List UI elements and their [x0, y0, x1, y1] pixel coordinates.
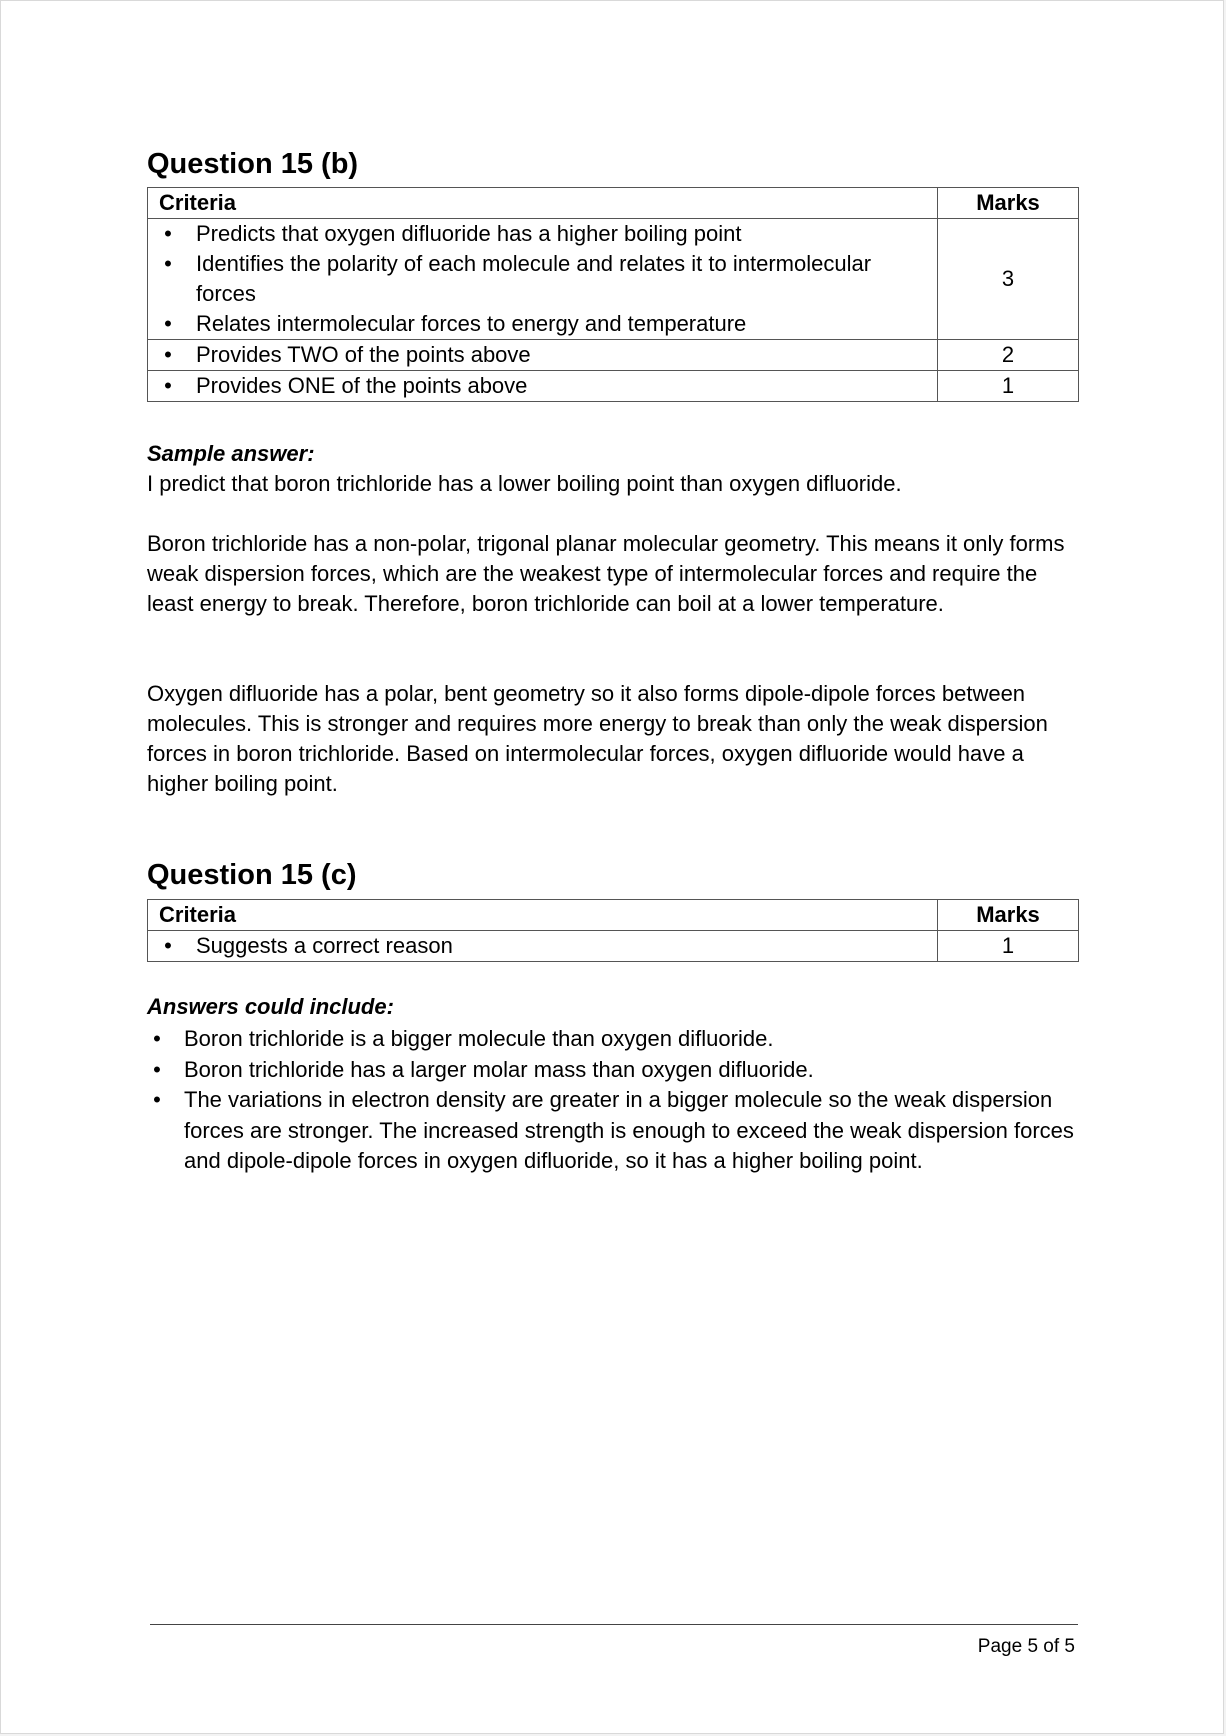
marks-cell: 2	[938, 340, 1079, 371]
bullet-icon: •	[164, 342, 172, 367]
bullet-icon: •	[164, 311, 172, 336]
criteria-item	[148, 219, 937, 249]
criteria-list	[148, 931, 937, 961]
table-row	[148, 340, 1079, 371]
criteria-text: Identifies the polarity of each molecule and relates it to intermolecular forces	[196, 251, 872, 306]
criteria-item	[148, 249, 937, 309]
bullet-icon: •	[164, 221, 172, 246]
criteria-list	[148, 340, 937, 370]
sample-answer-paragraph: I predict that boron trichloride has a lower boiling point than oxygen difluoride.	[147, 471, 902, 496]
marks-header: Marks	[938, 900, 1079, 931]
question-15b-criteria-table	[147, 187, 1079, 402]
table-header-row	[148, 188, 1079, 219]
criteria-list	[148, 371, 937, 401]
question-15c-criteria-table	[147, 899, 1079, 962]
list-item	[147, 1085, 1079, 1177]
sample-answer-paragraph: Boron trichloride has a non-polar, trigonal planar molecular geometry. This means it only forms weak dispersion forces, which are the weakest type of intermolecular forces and require the least energy to break. Therefore, boron trichloride can boil at a lower temperature.	[147, 531, 1065, 616]
bullet-icon: •	[153, 1056, 161, 1082]
marks-header: Marks	[938, 188, 1079, 219]
marks-cell: 3	[938, 219, 1079, 340]
criteria-cell	[148, 340, 938, 371]
criteria-header: Criteria	[148, 900, 938, 931]
answer-text: Boron trichloride has a larger molar mass than oxygen difluoride.	[184, 1056, 814, 1082]
list-item	[147, 1024, 1079, 1055]
criteria-item	[148, 931, 937, 961]
question-15c-title: Question 15 (c)	[147, 859, 357, 891]
answers-label: Answers could include:	[147, 994, 394, 1019]
criteria-cell	[148, 371, 938, 402]
marks-cell: 1	[938, 931, 1079, 962]
table-header-row	[148, 900, 1079, 931]
footer-divider	[150, 1624, 1078, 1625]
criteria-text: Suggests a correct reason	[196, 933, 453, 958]
answer-text: The variations in electron density are greater in a bigger molecule so the weak dispersion forces are stronger. The increased strength is enough to exceed the weak dispersion forces and dipole-dipole forces in oxygen difluoride, so it has a higher boiling point.	[184, 1087, 1074, 1173]
table-row	[148, 371, 1079, 402]
bullet-icon: •	[153, 1026, 161, 1051]
bullet-icon: •	[164, 251, 172, 276]
table-row	[148, 219, 1079, 340]
bullet-icon: •	[164, 373, 172, 398]
criteria-text: Provides ONE of the points above	[196, 373, 528, 398]
answers-list	[147, 1024, 1079, 1177]
criteria-text: Provides TWO of the points above	[196, 342, 531, 367]
criteria-item	[148, 371, 937, 401]
list-item	[147, 1055, 1079, 1086]
table-row	[148, 931, 1079, 962]
criteria-list	[148, 219, 937, 339]
marks-cell: 1	[938, 371, 1079, 402]
bullet-icon: •	[164, 933, 172, 958]
question-15b-title: Question 15 (b)	[147, 148, 359, 180]
criteria-cell	[148, 931, 938, 962]
page-number: Page 5 of 5	[977, 1636, 1075, 1657]
criteria-cell	[148, 219, 938, 340]
bullet-icon: •	[153, 1087, 161, 1112]
answer-text: Boron trichloride is a bigger molecule than oxygen difluoride.	[184, 1026, 774, 1051]
criteria-header: Criteria	[148, 188, 938, 219]
sample-answer-paragraph: Oxygen difluoride has a polar, bent geometry so it also forms dipole-dipole forces between molecules. This is stronger and requires more energy to break than only the weak dispersion forces in boron trichloride. Based on intermolecular forces, oxygen difluoride would have a higher boiling point.	[147, 681, 1048, 796]
criteria-text: Relates intermolecular forces to energy and temperature	[196, 311, 747, 336]
criteria-item	[148, 309, 937, 339]
criteria-item	[148, 340, 937, 370]
criteria-text: Predicts that oxygen difluoride has a higher boiling point	[196, 221, 742, 246]
sample-answer-label: Sample answer:	[147, 441, 315, 466]
